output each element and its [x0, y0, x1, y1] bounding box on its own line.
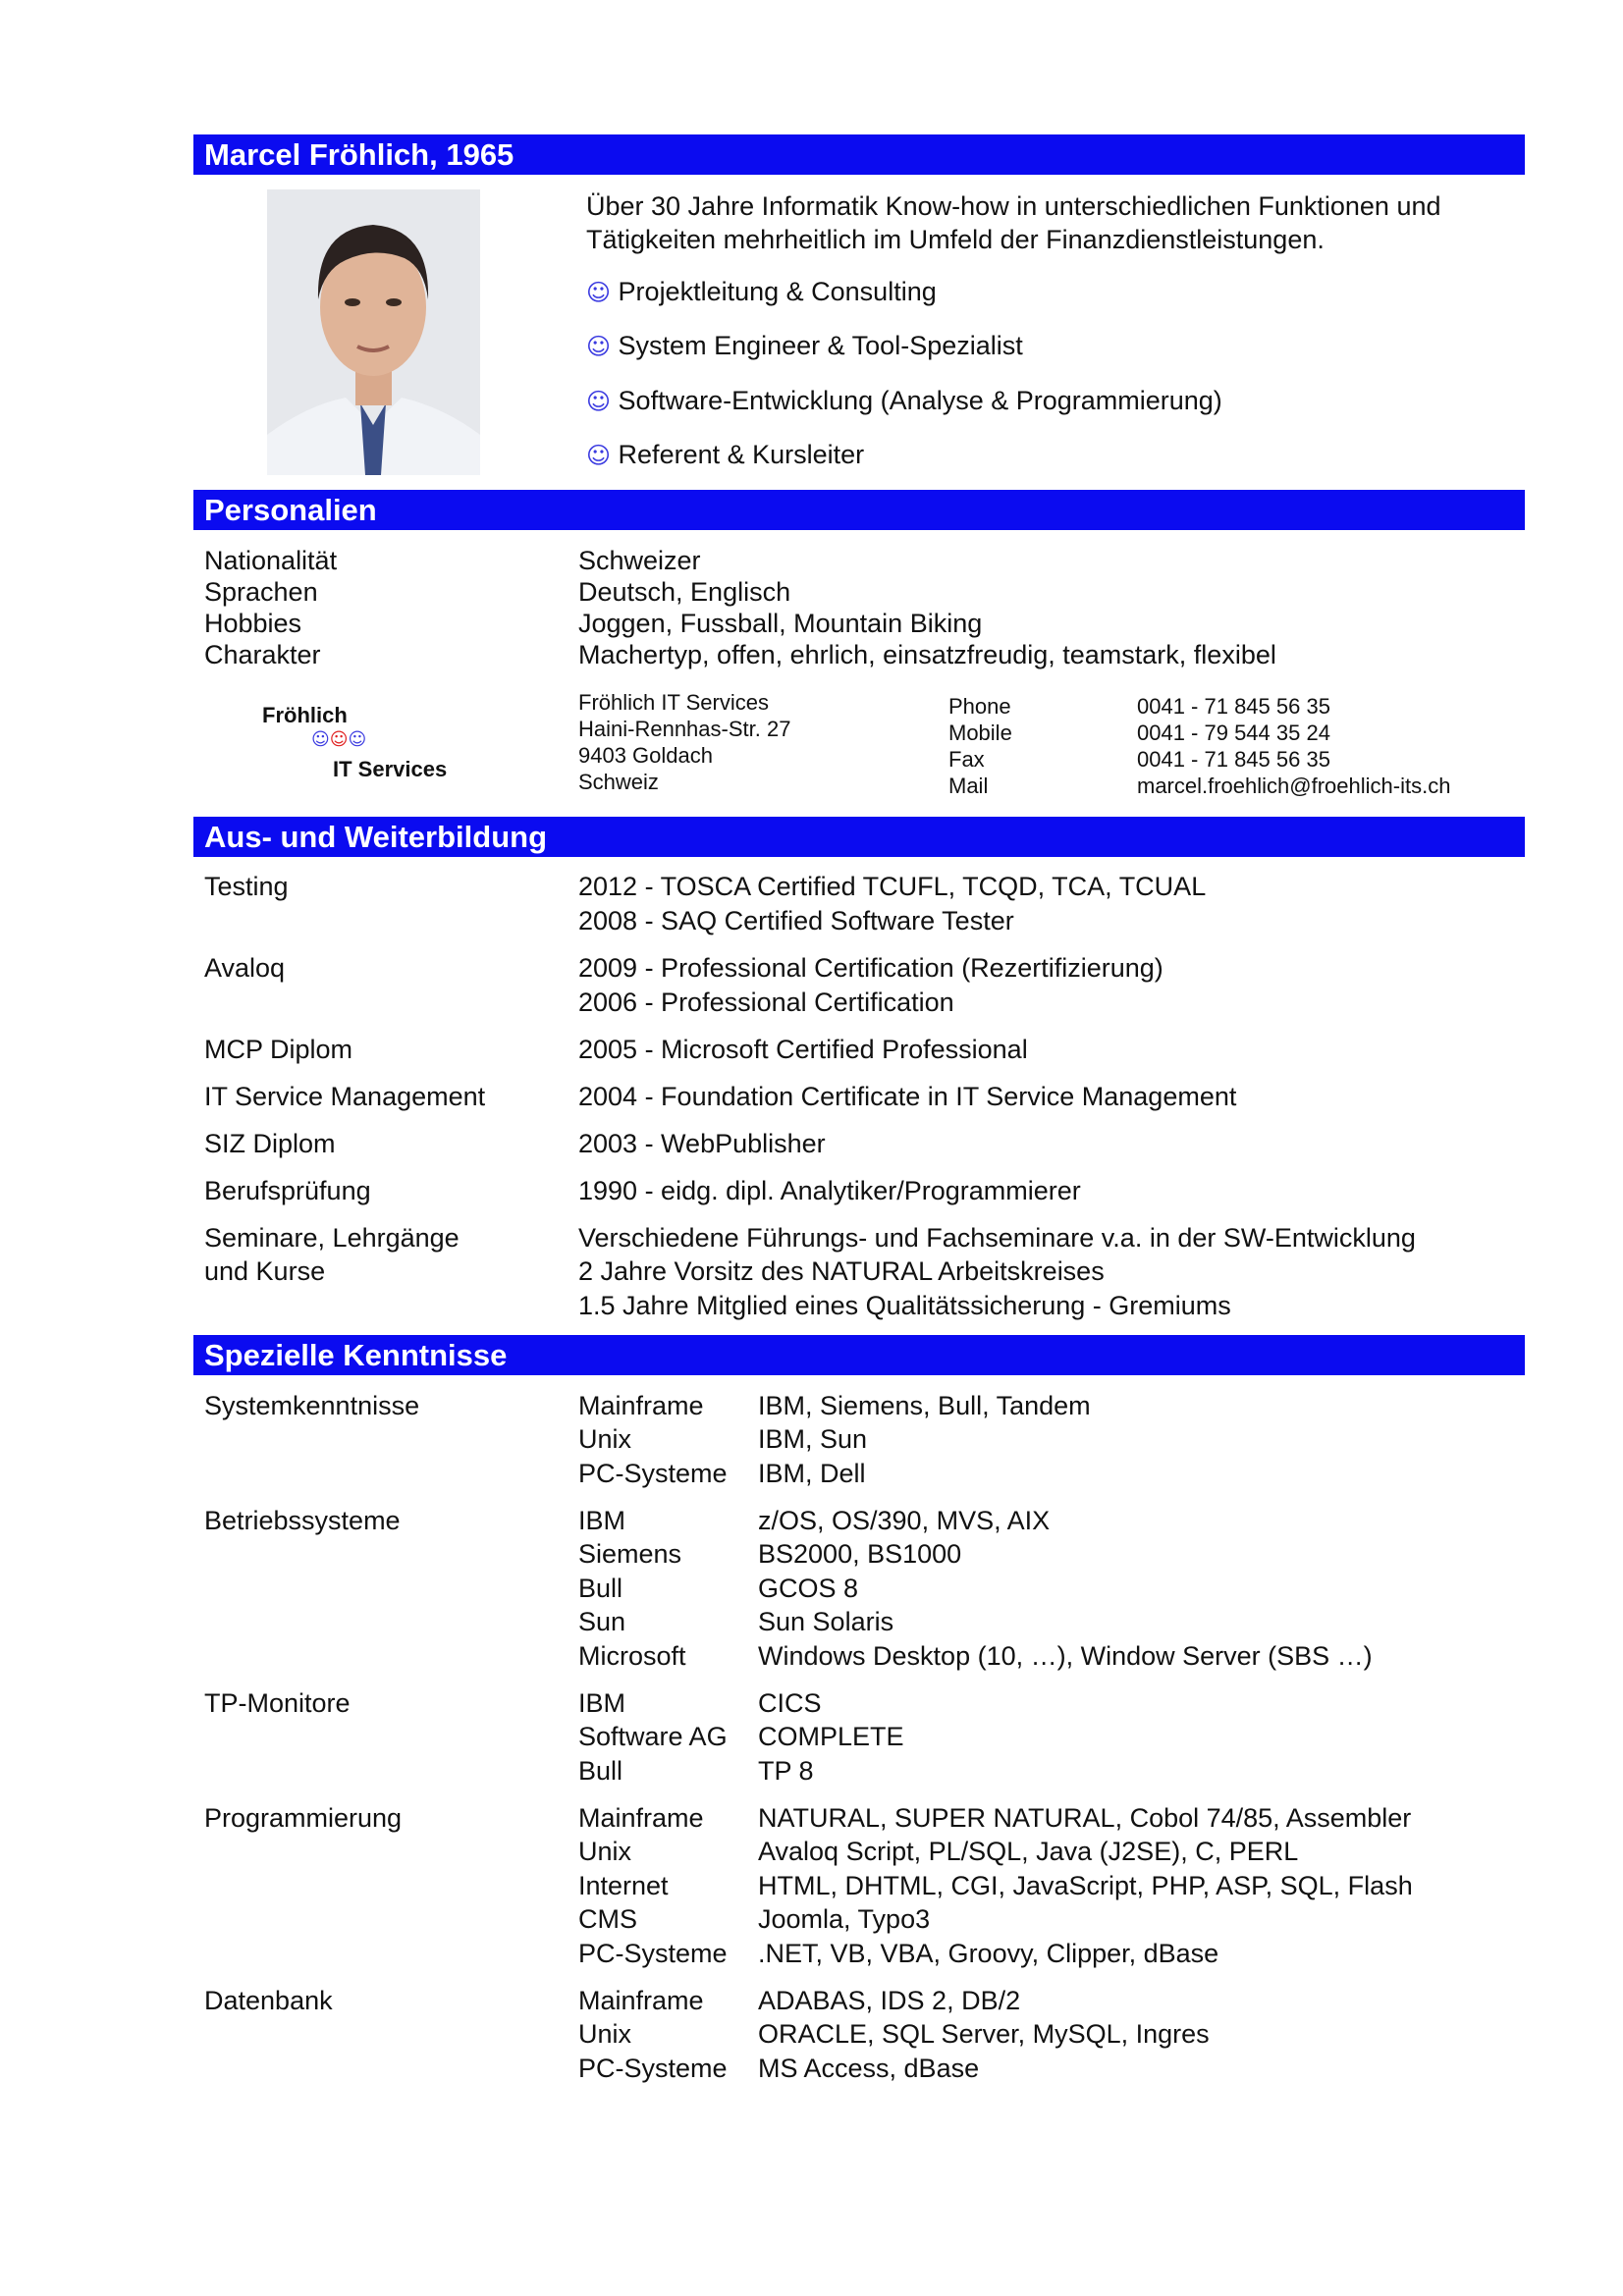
- education-label: Avaloq: [204, 953, 286, 983]
- address-line: 9403 Goldach: [578, 743, 713, 768]
- education-label: Testing: [204, 872, 289, 901]
- skill-system: Mainframe: [578, 1986, 704, 2015]
- skill-system: Sun: [578, 1607, 626, 1636]
- skill-detail: .NET, VB, VBA, Groovy, Clipper, dBase: [758, 1939, 1219, 1968]
- contact-label: Mail: [948, 774, 989, 798]
- skill-detail: TP 8: [758, 1756, 814, 1786]
- skill-system: Bull: [578, 1756, 623, 1786]
- skill-detail: GCOS 8: [758, 1574, 859, 1603]
- education-label: IT Service Management: [204, 1082, 486, 1111]
- skill-system: IBM: [578, 1506, 626, 1535]
- education-line: 1990 - eidg. dipl. Analytiker/Programmierer: [578, 1176, 1081, 1205]
- skill-system: PC-Systeme: [578, 1459, 728, 1488]
- address-line: Schweiz: [578, 770, 659, 794]
- education-line: 2006 - Professional Certification: [578, 988, 954, 1017]
- skill-bullet-label: Software-Entwicklung (Analyse & Programmierung): [618, 386, 1222, 415]
- personal-value: Deutsch, Englisch: [578, 577, 791, 607]
- skill-detail: Windows Desktop (10, …), Window Server (SBS …): [758, 1641, 1373, 1671]
- education-line: 2 Jahre Vorsitz des NATURAL Arbeitskreises: [578, 1256, 1105, 1286]
- skill-group-label: Systemkenntnisse: [204, 1391, 420, 1420]
- contact-label: Mobile: [948, 721, 1012, 745]
- smiley-icon: ☺: [586, 333, 612, 360]
- skill-detail: Avaloq Script, PL/SQL, Java (J2SE), C, PERL: [758, 1837, 1299, 1866]
- skill-system: Unix: [578, 1424, 632, 1454]
- personal-value: Schweizer: [578, 546, 701, 575]
- skill-system: Software AG: [578, 1722, 728, 1751]
- smiley-icon: ☺: [586, 279, 612, 306]
- skill-bullet: [586, 329, 1023, 363]
- skill-detail: IBM, Siemens, Bull, Tandem: [758, 1391, 1091, 1420]
- skill-group-label: Programmierung: [204, 1803, 403, 1833]
- education-label: Berufsprüfung: [204, 1176, 371, 1205]
- skill-detail: BS2000, BS1000: [758, 1539, 962, 1569]
- personal-label: Charakter: [204, 640, 321, 669]
- skill-detail: IBM, Sun: [758, 1424, 868, 1454]
- education-line: 1.5 Jahre Mitglied eines Qualitätssicherung - Gremiums: [578, 1291, 1231, 1320]
- skill-group-label: Datenbank: [204, 1986, 333, 2015]
- education-label: MCP Diplom: [204, 1035, 353, 1064]
- skill-system: PC-Systeme: [578, 2054, 728, 2083]
- section-title: Spezielle Kenntnisse: [204, 1338, 508, 1372]
- skill-bullet-label: Referent & Kursleiter: [618, 440, 865, 469]
- education-label: SIZ Diplom: [204, 1129, 336, 1158]
- skill-detail: NATURAL, SUPER NATURAL, Cobol 74/85, Assembler: [758, 1803, 1412, 1833]
- education-line: 2008 - SAQ Certified Software Tester: [578, 906, 1014, 935]
- address-line: Fröhlich IT Services: [578, 690, 769, 715]
- education-line: 2009 - Professional Certification (Rezertifizierung): [578, 953, 1163, 983]
- skill-detail: ORACLE, SQL Server, MySQL, Ingres: [758, 2019, 1210, 2049]
- section-title: Aus- und Weiterbildung: [204, 820, 548, 854]
- personal-value: Joggen, Fussball, Mountain Biking: [578, 609, 983, 638]
- skill-bullet: [586, 275, 937, 309]
- logo-text-top: Fröhlich: [262, 703, 348, 727]
- skill-detail: z/OS, OS/390, MVS, AIX: [758, 1506, 1051, 1535]
- skill-detail: Sun Solaris: [758, 1607, 894, 1636]
- education-line: 2003 - WebPublisher: [578, 1129, 826, 1158]
- skill-system: Siemens: [578, 1539, 682, 1569]
- personal-label: Nationalität: [204, 546, 338, 575]
- name-title: Marcel Fröhlich, 1965: [204, 137, 514, 172]
- company-logo: [260, 703, 457, 783]
- skill-system: Internet: [578, 1871, 669, 1900]
- skill-detail: MS Access, dBase: [758, 2054, 980, 2083]
- skill-system: PC-Systeme: [578, 1939, 728, 1968]
- logo-text-bottom: IT Services: [333, 757, 448, 781]
- skill-group-label: Betriebssysteme: [204, 1506, 401, 1535]
- portrait-image: [267, 189, 480, 475]
- logo-smileys-icon: ☺☺☺: [311, 729, 367, 750]
- personal-label: Sprachen: [204, 577, 318, 607]
- skill-system: Unix: [578, 2019, 632, 2049]
- skill-detail: ADABAS, IDS 2, DB/2: [758, 1986, 1021, 2015]
- contact-label: Phone: [948, 694, 1011, 719]
- address-line: Haini-Rennhas-Str. 27: [578, 717, 791, 741]
- skill-system: Mainframe: [578, 1803, 704, 1833]
- skill-group-label: TP-Monitore: [204, 1688, 351, 1718]
- smiley-icon: ☺: [586, 442, 612, 469]
- education-label: Seminare, Lehrgänge: [204, 1223, 460, 1253]
- skill-system: Bull: [578, 1574, 623, 1603]
- intro-line-1: Über 30 Jahre Informatik Know-how in unterschiedlichen Funktionen und: [586, 191, 1441, 221]
- skill-bullet: [586, 438, 864, 472]
- skill-system: CMS: [578, 1904, 637, 1934]
- skill-detail: IBM, Dell: [758, 1459, 866, 1488]
- skill-system: IBM: [578, 1688, 626, 1718]
- skill-detail: CICS: [758, 1688, 822, 1718]
- section-bar-kenntnisse: [193, 1335, 1525, 1375]
- contact-email[interactable]: marcel.froehlich@froehlich-its.ch: [1137, 774, 1451, 798]
- personal-value: Machertyp, offen, ehrlich, einsatzfreudig, teamstark, flexibel: [578, 640, 1276, 669]
- education-line: 2004 - Foundation Certificate in IT Service Management: [578, 1082, 1237, 1111]
- skill-system: Microsoft: [578, 1641, 686, 1671]
- skill-detail: Joomla, Typo3: [758, 1904, 931, 1934]
- education-label: und Kurse: [204, 1256, 326, 1286]
- skill-system: Unix: [578, 1837, 632, 1866]
- section-bar-ausbildung: [193, 817, 1525, 857]
- name-title-bar: [193, 134, 1525, 175]
- skill-detail: COMPLETE: [758, 1722, 904, 1751]
- education-line: 2005 - Microsoft Certified Professional: [578, 1035, 1028, 1064]
- section-title: Personalien: [204, 493, 377, 527]
- intro-line-2: Tätigkeiten mehrheitlich im Umfeld der Finanzdienstleistungen.: [586, 225, 1325, 254]
- contact-value: 0041 - 71 845 56 35: [1137, 694, 1330, 719]
- section-bar-personalien: [193, 490, 1525, 530]
- skill-bullet: [586, 384, 1222, 418]
- skill-system: Mainframe: [578, 1391, 704, 1420]
- skill-bullet-label: System Engineer & Tool-Spezialist: [618, 331, 1023, 360]
- education-line: 2012 - TOSCA Certified TCUFL, TCQD, TCA, TCUAL: [578, 872, 1207, 901]
- skill-bullet-label: Projektleitung & Consulting: [618, 277, 937, 306]
- personal-label: Hobbies: [204, 609, 302, 638]
- portrait-photo: [267, 189, 480, 475]
- contact-value: 0041 - 79 544 35 24: [1137, 721, 1330, 745]
- education-line: Verschiedene Führungs- und Fachseminare v.a. in der SW-Entwicklung: [578, 1223, 1416, 1253]
- contact-label: Fax: [948, 747, 985, 772]
- smiley-icon: ☺: [586, 388, 612, 415]
- contact-value: 0041 - 71 845 56 35: [1137, 747, 1330, 772]
- skill-detail: HTML, DHTML, CGI, JavaScript, PHP, ASP, SQL, Flash: [758, 1871, 1413, 1900]
